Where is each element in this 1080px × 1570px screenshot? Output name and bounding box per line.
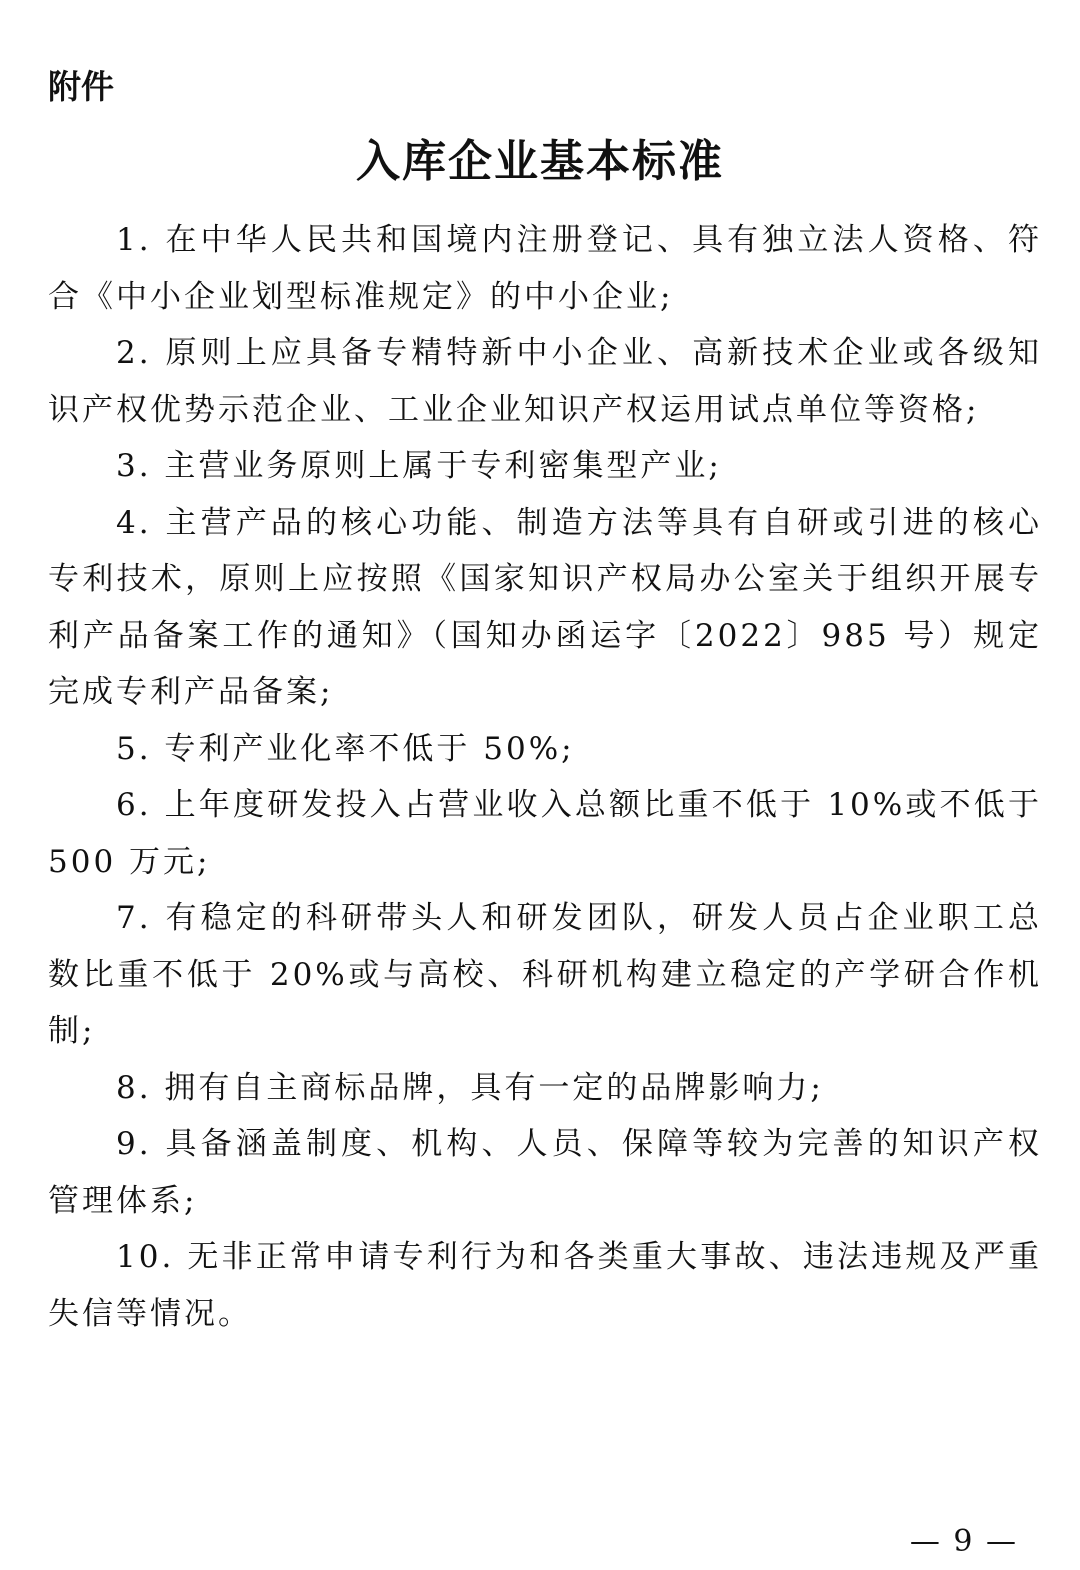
standard-item: 1. 在中华人民共和国境内注册登记、具有独立法人资格、符合《中小企业划型标准规定》的中小企业; — [48, 222, 1042, 315]
standard-item: 8. 拥有自主商标品牌，具有一定的品牌影响力; — [116, 1069, 824, 1106]
standard-item: 4. 主营产品的核心功能、制造方法等具有自研或引进的核心专利技术，原则上应按照《国家知识产权局办公室关于组织开展专利产品备案工作的通知》（国知办函运字〔2022〕985 号）规定完成专利产品备案; — [48, 504, 1042, 710]
page-number: — 9 — — [909, 1524, 1018, 1559]
attachment-label: 附件 — [48, 67, 114, 106]
standard-item: 7. 有稳定的科研带头人和研发团队，研发人员占企业职工总数比重不低于 20%或与高校、科研机构建立稳定的产学研合作机制; — [48, 900, 1042, 1049]
standard-item: 10. 无非正常申请专利行为和各类重大事故、违法违规及严重失信等情况。 — [48, 1239, 1042, 1332]
standard-item: 2. 原则上应具备专精特新中小企业、高新技术企业或各级知识产权优势示范企业、工业企业知识产权运用试点单位等资格; — [48, 335, 1042, 428]
standards-list — [48, 212, 1042, 1342]
standard-item: 6. 上年度研发投入占营业收入总额比重不低于 10%或不低于 500 万元; — [48, 787, 1042, 880]
standard-item: 9. 具备涵盖制度、机构、人员、保障等较为完善的知识产权管理体系; — [48, 1126, 1042, 1219]
standard-item: 3. 主营业务原则上属于专利密集型产业; — [116, 448, 722, 484]
document-title: 入库企业基本标准 — [356, 136, 724, 187]
standard-item: 5. 专利产业化率不低于 50%; — [116, 730, 575, 767]
